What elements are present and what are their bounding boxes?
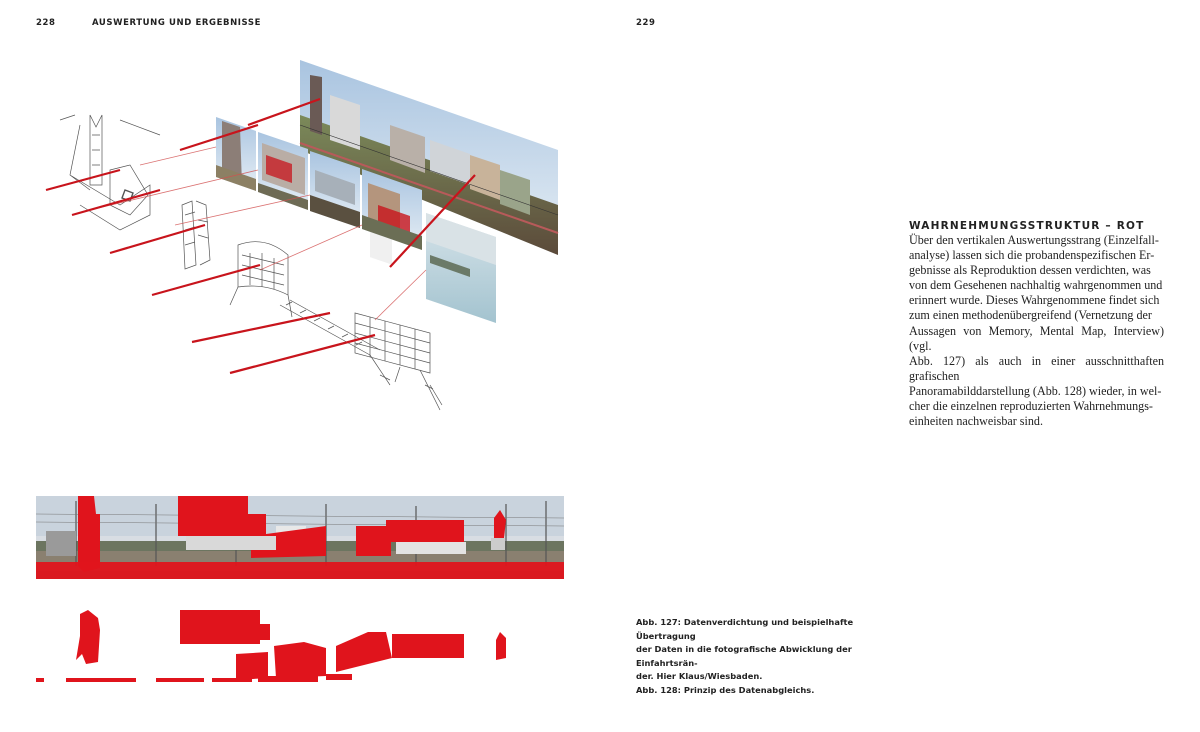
body-line: cher die einzelnen reproduzierten Wahrnehmungs- [909,399,1153,414]
figure-128-panorama-photo [36,496,564,579]
body-line: von dem Gesehenen nachhaltig wahrgenommen und [909,278,1163,293]
caption-abb-128: Abb. 128: Prinzip des Datenabgleichs. [636,685,815,695]
body-line: analyse) lassen sich die probandenspezifischen Er- [909,248,1155,263]
right-page-number: 229 [636,18,656,28]
body-paragraph [909,233,1164,429]
photo-panel-5 [426,213,496,323]
figure-128-red-silhouettes [36,606,564,688]
body-line: Abb. 127) als auch in einer ausschnitthaften grafischen [909,353,1164,383]
body-line: Über den vertikalen Auswertungsstrang (Einzelfall- [909,233,1159,247]
running-head: AUSWERTUNG UND ERGEBNISSE [92,18,262,28]
figure-127-diagram [30,55,570,425]
left-page-number: 228 [36,18,56,28]
body-line: Panoramabilddarstellung (Abb. 128) wieder, in wel- [909,383,1162,398]
body-line: gebnisse als Reproduktion dessen verdichten, was [909,263,1151,278]
body-line: zum einen methodenübergreifend (Vernetzung der [909,308,1152,323]
caption-abb-127 [636,616,896,684]
body-line: Aussagen von Memory, Mental Map, Interview) (vgl. [909,323,1164,353]
body-line: erinnert wurde. Dieses Wahrgenommene findet sich [909,293,1160,308]
caption-line: Abb. 127: Datenverdichtung und beispielhafte Übertragung [636,617,854,641]
caption-line: der Daten in die fotografische Abwicklung der Einfahrtsrän- [636,644,852,668]
section-heading: WAHRNEHMUNGSSTRUKTUR – ROT [909,220,1145,232]
caption-line: der. Hier Klaus/Wiesbaden. [636,671,763,682]
body-line: einheiten nachweisbar sind. [909,414,1043,429]
